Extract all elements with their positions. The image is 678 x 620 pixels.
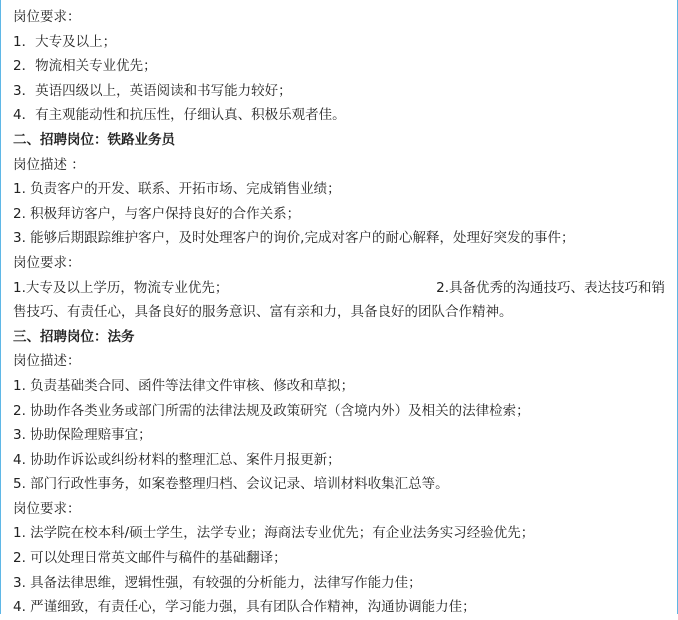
list-item-continued: 售技巧、有责任心，具备良好的服务意识、富有亲和力，具备良好的团队合作精神。 (13, 304, 513, 321)
section-heading: 岗位描述： (13, 353, 81, 370)
list-item: 2. 可以处理日常英文邮件与稿件的基础翻译； (13, 550, 287, 567)
list-item: 2. 积极拜访客户，与客户保持良好的合作关系； (13, 205, 301, 222)
job-requirements-text (13, 5, 665, 620)
list-item: 1．大专及以上； (13, 33, 117, 50)
section-heading: 岗位要求： (13, 254, 81, 271)
list-item: 5. 部门行政性事务，如案卷整理归档、会议记录、培训材料收集汇总等。 (13, 476, 449, 493)
list-item: 2. 协助作各类业务或部门所需的法律法规及政策研究（含境内外）及相关的法律检索； (13, 402, 530, 419)
list-item: 4. 严谨细致，有责任心，学习能力强，具有团队合作精神，沟通协调能力佳； (13, 599, 476, 616)
list-item: 1. 负责客户的开发、联系、开拓市场、完成销售业绩； (13, 181, 341, 198)
list-item: 4. 协助作诉讼或纠纷材料的整理汇总、案件月报更新； (13, 451, 341, 468)
requirements-row (13, 276, 665, 301)
list-item: 1. 法学院在校本科/硕士学生，法学专业；海商法专业优先；有企业法务实习经验优先； (13, 525, 535, 542)
list-item: 2．物流相关专业优先； (13, 58, 157, 75)
position-title: 二、招聘岗位：铁路业务员 (13, 131, 175, 148)
list-item: 2.具备优秀的沟通技巧、表达技巧和销 (436, 279, 665, 296)
list-item: 1.大专及以上学历，物流专业优先； (13, 279, 229, 296)
section-heading: 岗位要求： (13, 9, 81, 25)
section-heading: 岗位要求： (13, 500, 81, 517)
list-item: 3. 能够后期跟踪维护客户，及时处理客户的询价,完成对客户的耐心解释，处理好突发的事件； (13, 230, 575, 247)
list-item: 3．英语四级以上，英语阅读和书写能力较好； (13, 82, 292, 99)
list-item: 3. 具备法律思维，逻辑性强，有较强的分析能力，法律写作能力佳； (13, 574, 422, 591)
list-item: 3. 协助保险理赔事宜； (13, 427, 152, 444)
section-heading: 岗位描述 ： (13, 156, 85, 173)
list-item: 4．有主观能动性和抗压性，仔细认真、积极乐观者佳。 (13, 107, 346, 124)
list-item: 1. 负责基础类合同、函件等法律文件审核、修改和草拟； (13, 377, 355, 394)
position-title: 三、招聘岗位：法务 (13, 328, 135, 345)
